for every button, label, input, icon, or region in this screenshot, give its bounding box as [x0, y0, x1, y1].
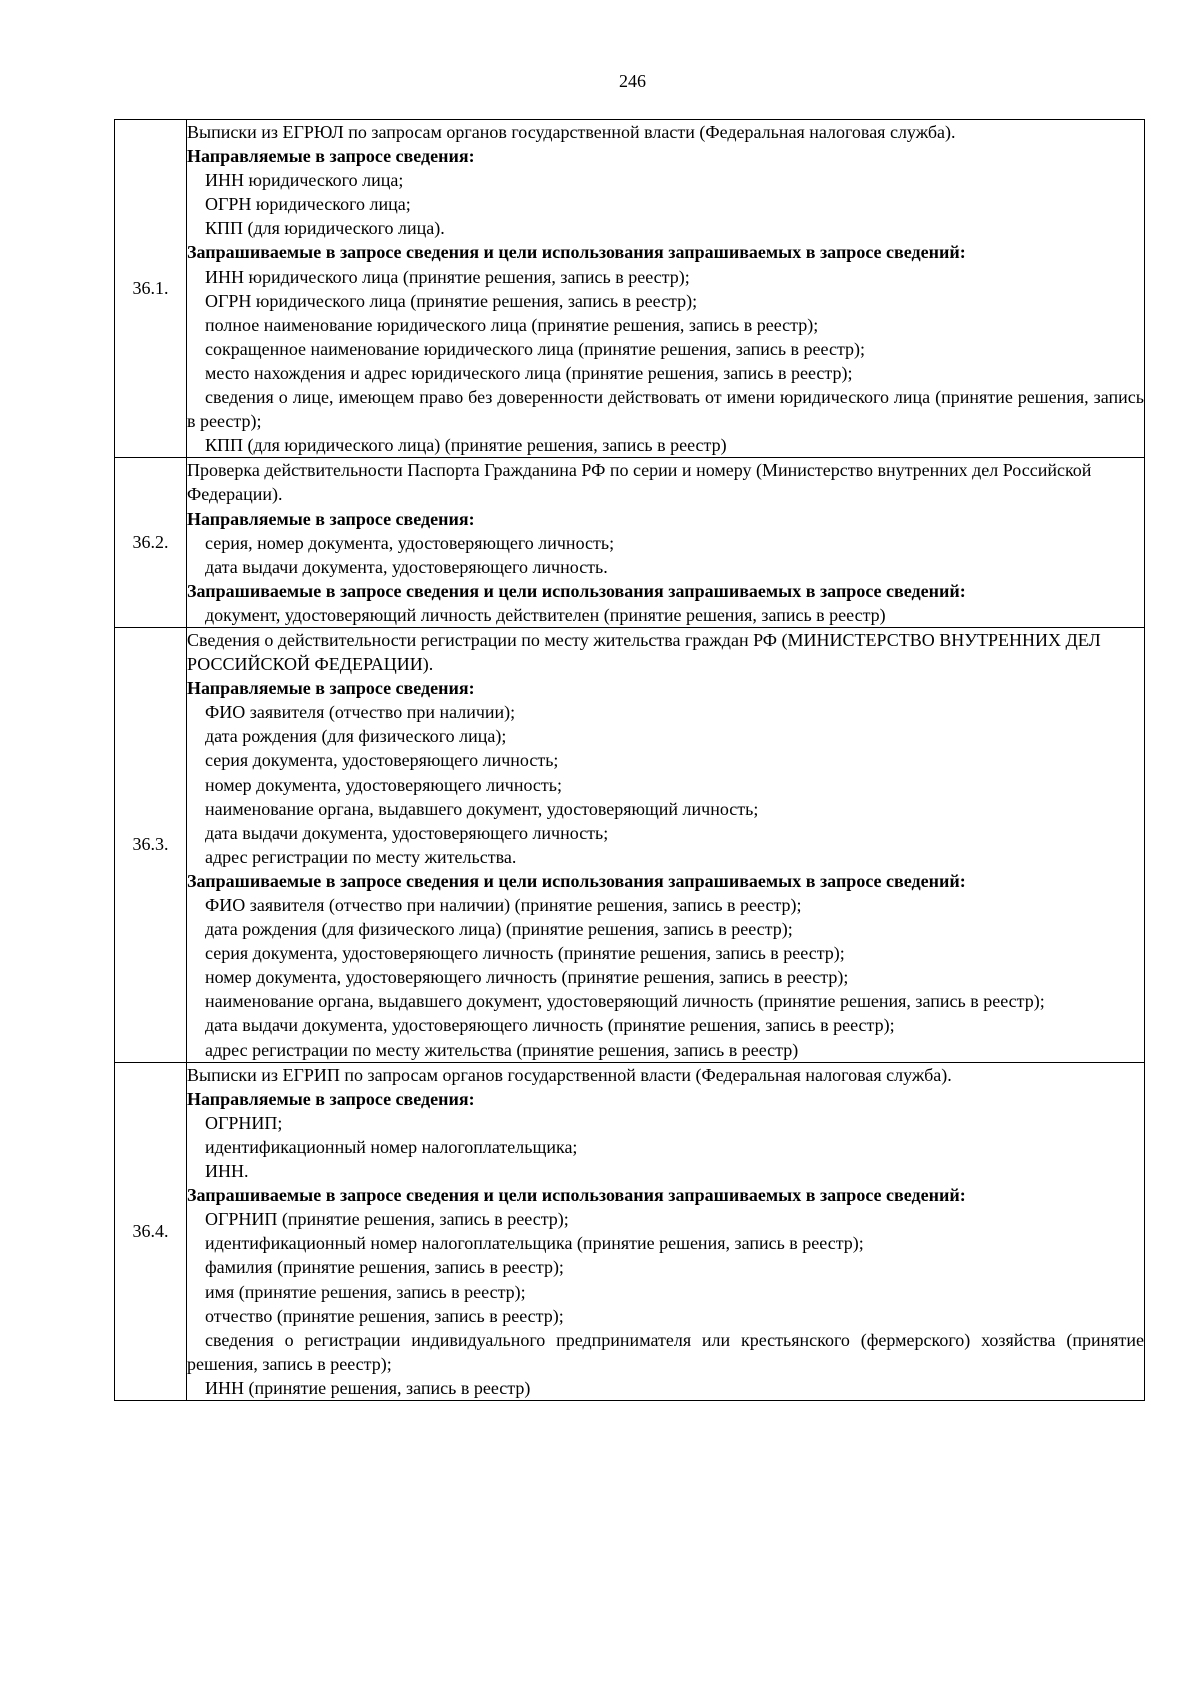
requested-heading: Запрашиваемые в запросе сведения и цели использования запрашиваемых в запросе сведений: — [187, 1185, 966, 1206]
sent-item: серия, номер документа, удостоверяющего личность; — [205, 532, 615, 553]
sent-heading: Направляемые в запросе сведения: — [187, 678, 475, 699]
requested-item: имя (принятие решения, запись в реестр); — [205, 1281, 526, 1302]
sent-item: номер документа, удостоверяющего личность; — [205, 774, 562, 795]
table-row — [115, 1062, 1145, 1400]
page-number: 246 — [619, 71, 646, 91]
sent-heading: Направляемые в запросе сведения: — [187, 1088, 475, 1109]
row-title: Сведения о действительности регистрации по месту жительства граждан РФ (МИНИСТЕРСТВО ВНУТРЕННИХ ДЕЛ РОССИЙСКОЙ ФЕДЕРАЦИИ). — [187, 629, 1101, 675]
row-number: 36.2. — [115, 458, 187, 628]
sent-item: дата выдачи документа, удостоверяющего личность. — [205, 556, 608, 577]
requested-item: сведения о регистрации индивидуального предпринимателя или крестьянского (фермерского) хозяйства (принятие решения, запись в реестр); — [187, 1329, 1144, 1374]
table-row — [115, 458, 1145, 628]
requested-heading: Запрашиваемые в запросе сведения и цели использования запрашиваемых в запросе сведений: — [187, 580, 966, 601]
row-number: 36.1. — [115, 120, 187, 458]
sent-item: дата выдачи документа, удостоверяющего личность; — [205, 822, 609, 843]
requested-item: дата выдачи документа, удостоверяющего личность (принятие решения, запись в реестр); — [205, 1015, 895, 1036]
requested-heading: Запрашиваемые в запросе сведения и цели использования запрашиваемых в запросе сведений: — [187, 870, 966, 891]
requested-item: место нахождения и адрес юридического лица (принятие решения, запись в реестр); — [205, 362, 853, 383]
sent-item: идентификационный номер налогоплательщика; — [205, 1136, 578, 1157]
sent-item: серия документа, удостоверяющего личность; — [205, 750, 559, 771]
table-row — [115, 627, 1145, 1062]
requested-item: ИНН юридического лица (принятие решения, запись в реестр); — [205, 266, 690, 287]
requested-item: ИНН (принятие решения, запись в реестр) — [205, 1377, 531, 1398]
row-content — [187, 120, 1145, 458]
sent-item: ОГРН юридического лица; — [205, 194, 411, 215]
requested-item: серия документа, удостоверяющего личность (принятие решения, запись в реестр); — [205, 943, 845, 964]
table-body — [115, 120, 1145, 1401]
requested-item: полное наименование юридического лица (принятие решения, запись в реестр); — [205, 314, 819, 335]
sent-item: дата рождения (для физического лица); — [205, 726, 507, 747]
row-title: Проверка действительности Паспорта Гражданина РФ по серии и номеру (Министерство внутренних дел Российской Федерации). — [187, 460, 1092, 505]
requested-item: сокращенное наименование юридического лица (принятие решения, запись в реестр); — [205, 338, 866, 359]
requested-item: дата рождения (для физического лица) (принятие решения, запись в реестр); — [205, 919, 793, 940]
sent-heading: Направляемые в запросе сведения: — [187, 146, 475, 167]
requested-item: ФИО заявителя (отчество при наличии) (принятие решения, запись в реестр); — [205, 895, 802, 915]
sent-item: адрес регистрации по месту жительства. — [205, 846, 517, 867]
requested-item: КПП (для юридического лица) (принятие решения, запись в реестр) — [205, 435, 727, 456]
row-content — [187, 458, 1145, 628]
requested-item: номер документа, удостоверяющего личность (принятие решения, запись в реестр); — [205, 967, 849, 988]
requested-item: наименование органа, выдавшего документ, удостоверяющий личность (принятие решения, запись в реестр); — [205, 991, 1045, 1012]
table-row — [115, 120, 1145, 458]
row-content — [187, 1062, 1145, 1400]
row-title: Выписки из ЕГРИП по запросам органов государственной власти (Федеральная налоговая служба). — [187, 1064, 952, 1085]
requested-item: идентификационный номер налогоплательщика (принятие решения, запись в реестр); — [205, 1233, 864, 1254]
requested-item: ОГРНИП (принятие решения, запись в реестр); — [205, 1209, 569, 1230]
info-table — [114, 119, 1145, 1401]
row-title: Выписки из ЕГРЮЛ по запросам органов государственной власти (Федеральная налоговая служба). — [187, 122, 956, 142]
row-content — [187, 627, 1145, 1062]
requested-item: адрес регистрации по месту жительства (принятие решения, запись в реестр) — [205, 1039, 799, 1060]
row-number: 36.3. — [115, 627, 187, 1062]
sent-item: ФИО заявителя (отчество при наличии); — [205, 702, 516, 723]
requested-item: фамилия (принятие решения, запись в реестр); — [205, 1257, 564, 1278]
requested-item: отчество (принятие решения, запись в реестр); — [205, 1305, 564, 1326]
sent-item: наименование органа, выдавшего документ, удостоверяющий личность; — [205, 798, 759, 819]
row-number: 36.4. — [115, 1062, 187, 1400]
sent-heading: Направляемые в запросе сведения: — [187, 508, 475, 529]
sent-item: ОГРНИП; — [205, 1112, 283, 1133]
requested-item: ОГРН юридического лица (принятие решения, запись в реестр); — [205, 290, 698, 311]
sent-item: КПП (для юридического лица). — [205, 218, 445, 239]
requested-item: сведения о лице, имеющем право без доверенности действовать от имени юридического лица (принятие решения, запись в реестр); — [187, 387, 1144, 432]
requested-item: документ, удостоверяющий личность действителен (принятие решения, запись в реестр) — [205, 604, 886, 625]
sent-item: ИНН. — [205, 1161, 249, 1182]
requested-heading: Запрашиваемые в запросе сведения и цели использования запрашиваемых в запросе сведений: — [187, 242, 966, 263]
sent-item: ИНН юридического лица; — [205, 170, 404, 191]
